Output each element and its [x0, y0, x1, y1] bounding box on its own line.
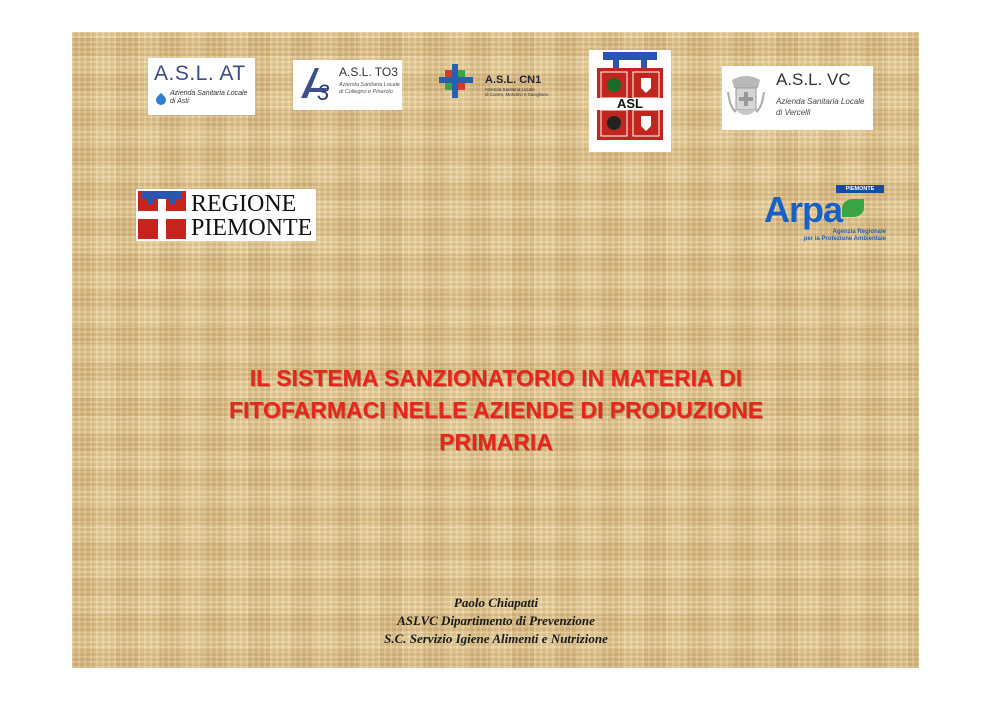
arpa-logo	[760, 185, 888, 247]
leaf-icon	[842, 199, 864, 217]
arpa-subtitle: Agenzia Regionale per la Protezione Ambientale	[803, 229, 886, 242]
asl-vc-name: A.S.L. VC	[776, 70, 851, 89]
regione-piemonte-name: REGIONE PIEMONTE	[191, 191, 313, 241]
asl-vc-logo	[722, 66, 873, 130]
asl-crest-name: ASL	[617, 96, 643, 111]
svg-text:3: 3	[317, 80, 330, 104]
asl-cn1-subtitle: Azienda Sanitaria Locale di Cuneo, Mondovì e Savigliano	[485, 87, 549, 97]
asl-cn1-logo	[437, 62, 552, 102]
asl-cn1-cross-icon	[439, 64, 473, 98]
asl-to3-subtitle: Azienda Sanitaria Locale di Collegno e Pinerolo	[339, 82, 400, 95]
vercelli-crest-icon	[726, 72, 766, 122]
asl-at-subtitle: Azienda Sanitaria Locale di Asti	[170, 90, 248, 105]
asl-cn1-name: A.S.L. CN1	[485, 74, 542, 86]
asl-to3-logo	[293, 60, 402, 110]
asl-to3-mark-icon	[297, 64, 333, 104]
asl-at-name: A.S.L. AT	[154, 62, 246, 85]
asl-at-logo	[148, 58, 255, 115]
title-line-2: FITOFARMACI NELLE AZIENDE DI PRODUZIONE	[228, 397, 764, 423]
title-line-3: PRIMARIA	[439, 429, 553, 455]
author-department: ASLVC Dipartimento di Prevenzione	[397, 613, 595, 628]
asl-to3-name: A.S.L. TO3	[339, 65, 398, 79]
author-service: S.C. Servizio Igiene Alimenti e Nutrizione	[384, 631, 608, 646]
asl-crest-logo	[589, 50, 671, 152]
slide-title	[140, 362, 852, 458]
arpa-name: Arpa	[764, 189, 843, 230]
water-drop-icon	[154, 93, 168, 107]
author-block	[300, 594, 692, 648]
title-line-1: IL SISTEMA SANZIONATORIO IN MATERIA DI	[249, 365, 743, 391]
arpa-region-label: PIEMONTE	[836, 185, 884, 193]
regione-piemonte-logo	[136, 189, 316, 241]
piemonte-flag-icon	[138, 191, 186, 239]
author-name: Paolo Chiapatti	[453, 595, 539, 610]
asl-vc-subtitle: Azienda Sanitaria Locale di Vercelli	[776, 97, 865, 117]
